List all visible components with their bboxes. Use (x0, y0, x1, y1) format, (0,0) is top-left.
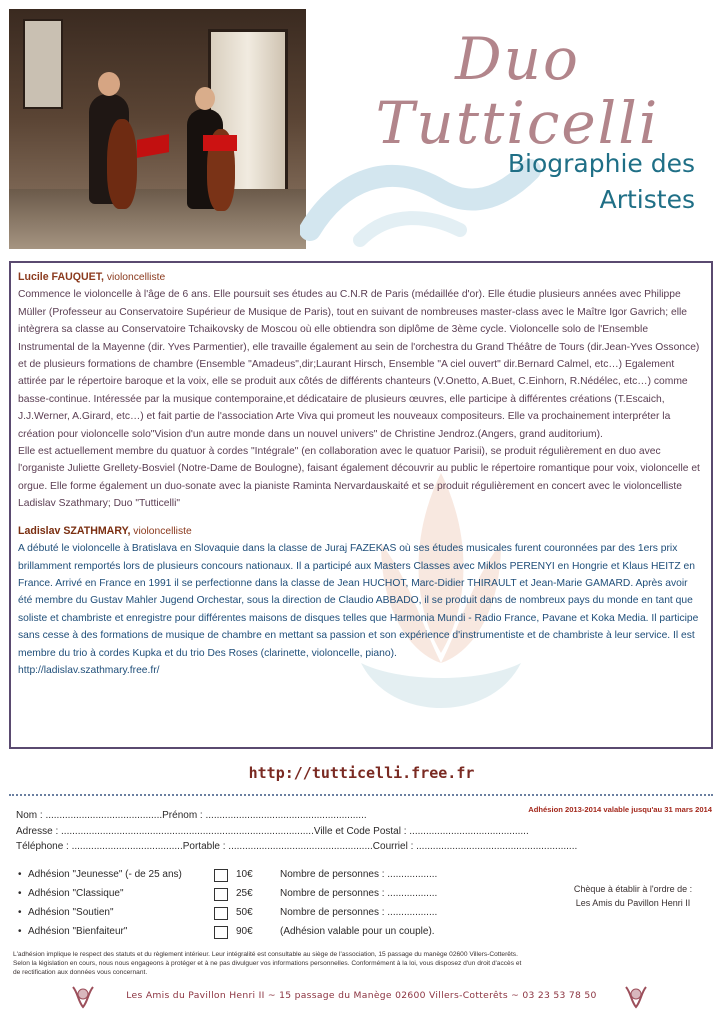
duo-photo (9, 9, 306, 249)
bio-lucile-text: Commence le violoncelle à l'âge de 6 ans. Elle poursuit ses études au C.N.R de Paris (médaillée d'or). Elle étudie plusieurs années avec Philippe Müller (Professeur au Conservatoire Supérieur de Musique de Paris), tout en suivant de nombreuses master-class avec le Maître Igor Gavrich; elle intègrera sa classe au Conservatoire Tchaikovsky de Moscou où elle obtiendra son diplôme de 3ème cycle. Violoncelle solo de l'Ensemble Instrumental de la Mayenne (dir. Yves Parmentier), elle travaille également au sein de l'orchestra du Grand Théâtre de Tours (dir.Jean-Yves Ossonce) et de plusieurs formations de chambre (Ensemble "Amadeus",dir;Laurant Hirsch, Ensemble "A ciel ouvert" dir.Bernard Calmel, etc…) Egalement attirée par le répertoire baroque et la voix, elle se produit aux côtés de différents chanteurs (V.Onetto, A.Buet, C.Einhorn, R.Nédélec, etc…) comme basse-continue. Intéressée par la musique contemporaine,et dédicataire de plusieurs œuvres, elle participe à différentes créations (T.Escaich, J.J.Werner, A.Girard, etc…) et fait partie de l'association Arte Viva qui promeut les nouveaux compositeurs. Elle va prochainement interpréter la création pour violoncelle solo"Vision d'un autre monde dans un nouvel univers" de Christine Jendroz.(Angers, grand auditorium). (18, 289, 700, 440)
cheque-instructions (548, 882, 718, 910)
cut-line-divider (9, 794, 713, 796)
biography-box (9, 261, 713, 749)
bio-ladislav (18, 523, 704, 680)
form-line-address: Adresse : ...........................................................................................Ville et Code Postal : ........................................... (16, 826, 529, 837)
subtitle-line-1: Biographie des (507, 149, 695, 178)
option-classique-price: 25€ (236, 888, 253, 899)
form-line-phone: Téléphone : ........................................Portable : ....................................................Courriel : .......................................................... (16, 841, 578, 852)
bio-ladislav-text: A débuté le violoncelle à Bratislava en Slovaquie dans la classe de Juraj FAZEKAS où ses études musicales furent couronnées par des 1ers prix brillamment remportés lors de plusieurs concours nationaux. Il a participé aux Masters Classes avec Miklos PERENYI en Hongrie et Klaus HEITZ en France. Arrivé en France en 1991 il se perfectionne dans la classe de Jean HUCHOT, Marc-Didier THIRAULT et Jean-Marie GAMARD. Après avoir été membre du Gustav Mahler Jugend Orchestar, sous la direction de Claudio ABBADO, il se produit dans de nombreux pays du monde en tant que soliste et chambriste et enregistre pour différentes maisons de disques telles que Harmonia Mundi - Radio France, Pavane et Koka Media. Il participe sans cesse à des formations de musique de chambre en mettant sa passion et son expérience d'instrumentiste et de chambriste à leur service. Il est membre du trio à cordes Kupka et du trio Des Roses (clarinette, violoncelle, piano). (18, 543, 699, 659)
option-soutien-persons: Nombre de personnes : .................. (280, 907, 438, 918)
option-jeunesse-persons: Nombre de personnes : .................. (280, 869, 438, 880)
cheque-line-1: Chèque à établir à l'ordre de : (573, 884, 693, 894)
option-classique-checkbox[interactable] (214, 888, 228, 901)
footer-address: Les Amis du Pavillon Henri II ~ 15 passage du Manège 02600 Villers-Cotterêts ~ 03 23 53 78 50 (126, 990, 597, 1001)
photo-window (23, 19, 63, 109)
bio-ladislav-link[interactable]: http://ladislav.szathmary.free.fr/ (18, 664, 160, 676)
page-title: Duo Tutticelli (375, 25, 660, 157)
option-soutien-label: • Adhésion "Soutien" (18, 907, 114, 918)
site-url-link[interactable]: http://tutticelli.free.fr (248, 764, 475, 782)
page-subtitle (508, 146, 695, 219)
option-soutien-price: 50€ (236, 907, 253, 918)
cheque-line-2: Les Amis du Pavillon Henri II (575, 898, 691, 908)
bio-lucile-name: Lucile FAUQUET, (18, 271, 104, 283)
association-emblem-right-icon (623, 983, 649, 1009)
option-bienfaiteur-checkbox[interactable] (214, 926, 228, 939)
bio-lucile-role: violoncelliste (103, 272, 166, 283)
legal-line-2: Selon la législation en cours, nous nous engageons à protéger et à ne pas divulguer vos informations personnelles. Conformément à la loi, vous disposez d'un droit d'accès et (13, 960, 522, 968)
legal-line-1: L'adhésion implique le respect des statuts et du règlement intérieur. Leur intégralité est consultable au siège de l'association, 15 passage du manège 02600 Villers-Cotterêts. (13, 951, 518, 958)
photo-music-stand-left (137, 134, 169, 158)
option-classique-persons: Nombre de personnes : .................. (280, 888, 438, 899)
option-bienfaiteur-price: 90€ (236, 926, 253, 937)
legal-notice (13, 950, 713, 978)
photo-cello-left (107, 119, 137, 209)
bio-lucile (18, 269, 704, 513)
option-bienfaiteur-label: • Adhésion "Bienfaiteur" (18, 926, 128, 937)
legal-line-3: de rectification aux données vous concernant. (13, 969, 148, 977)
option-bienfaiteur-persons: (Adhésion valable pour un couple). (280, 926, 435, 937)
form-validity-note: Adhésion 2013-2014 valable jusqu'au 31 mars 2014 (528, 805, 712, 814)
form-line-name: Nom : ..........................................Prénom : .......................................................... (16, 810, 367, 821)
option-jeunesse-label: • Adhésion "Jeunesse" (- de 25 ans) (18, 869, 182, 880)
photo-music-stand-right (203, 135, 237, 151)
bio-ladislav-name: Ladislav SZATHMARY, (18, 524, 131, 537)
bio-ladislav-role: violoncelliste (130, 525, 192, 537)
bio-lucile-text-2: Elle est actuellement membre du quatuor à cordes "Intégrale" (en collaboration avec le quatuor Parisii), se produit régulièrement en duo avec l'organiste Juliette Grellety-Bosviel (Notre-Dame de Boulogne), faisant également découvrir au public le répertoire romantique pour voix, violoncelle et orgue. Elle forme également un duo-sonate avec la pianiste Raminta Nervardauskaité et se produit régulièrement en concert avec le violoncelliste Ladislav Szathmary; Duo "Tutticelli" (18, 446, 700, 510)
option-soutien-checkbox[interactable] (214, 907, 228, 920)
subtitle-line-2: Artistes (599, 185, 695, 215)
option-jeunesse-price: 10€ (236, 869, 253, 880)
photo-floor (9, 189, 306, 249)
option-classique-label: • Adhésion "Classique" (18, 888, 124, 899)
option-jeunesse-checkbox[interactable] (214, 869, 228, 882)
